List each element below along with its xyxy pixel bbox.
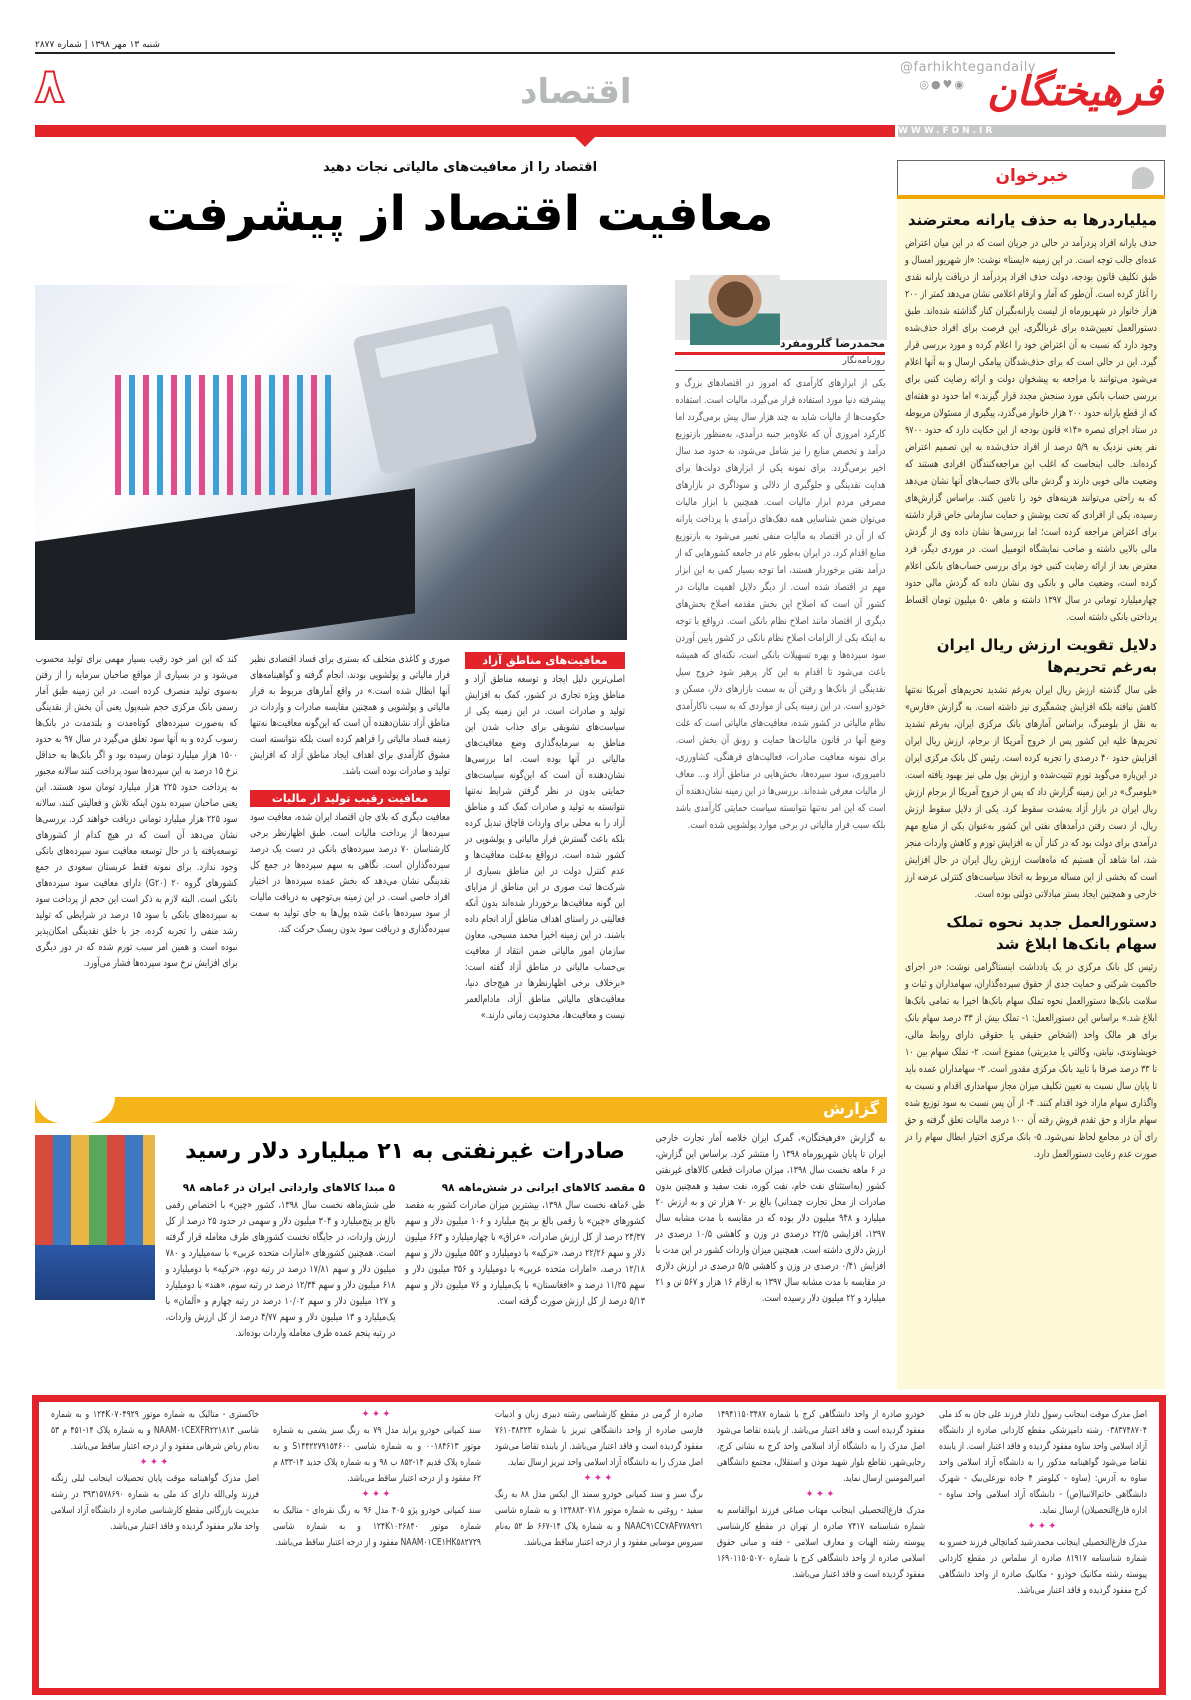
ad-notice: برگ سبز و سند کمپانی خودرو سمند ال ایکس مدل ۸۸ به رنگ سفید - روغنی به شماره موتور ۱۲۴۸۸۳۰۷۱۸ و به شماره شاسی NAAC۹۱CC۷AF۷۷۸۹۲۱ و به شماره پلاک ۱۴-۶۶۷ ط ۵۲ به‌نام سیروس موسایی مفقود و از درجه اعتبار ساقط می‌باشد. (495, 1489, 704, 1548)
author-column-text: یکی از ابزارهای کارآمدی که امروز در اقتصادهای بزرگ و پیشرفته دنیا مورد استفاده قرار می‌گیرد، مالیات است. استفاده حکومت‌ها از مالیات شاید به چند هزار سال پیش برمی‌گردد اما کارکرد امروزی آن که علاوه‌بر جنبه درآمدی، به‌منظور بازتوزیع درآمد و تخصص منابع را نیز شامل می‌شود، به حدود صد سال اخیر برمی‌گردد. برای نمونه یکی از ابزارهای دولت‌ها برای هدایت نقدینگی و جلوگیری از دلالی و سوداگری در بازارهای مصرفی مردم ابزار مالیات است. همچنین با ابزار مالیات می‌توان ضمن شناسایی همه دهک‌های درآمدی با پرداخت یارانه که از آن در اقتصاد به مالیات منفی تعبیر می‌شود به بازتوزیع منابع اقدام کرد. در ایران به‌طور عام در جامعه کشورهایی که از درآمد نفتی برخوردار هستند، اما توجه بسیار کمی به این ابزار مهم در اقتصاد شده است. از دیگر دلایل اهمیت مالیات در کشور آن است که اصلاح این بخش مقدمه اصلاح بخش‌های دیگری از اقتصاد مانند اصلاح نظام بانکی است. درواقع با توجه به اینکه یکی از الزامات اصلاح نظام بانکی در کشور پایین آوردن سود سپرده‌ها و بهره تسهیلات بانکی است، نکته‌ای که همیشه باعث می‌شود تا اقدام به این کار پرهیز شود خروج سیل نقدینگی از بانک‌ها و رفتن آن به سمت بازارهای دلار، مسکن و خودرو است. در این زمینه یکی از مواردی که به سبب ناکارآمدی نظام مالیاتی در کشور شده، معافیت‌های مالیاتی است که علت وضع آنها در قانون مالیات‌ها حمایت و رونق آن بخش است. برای نمونه معافیت صادرات، فعالیت‌های فرهنگی، کشاورزی، دامپروری، سود سپرده‌ها، بخش‌هایی در مناطق آزاد و... معاف از مالیات معرفی شده‌اند. بررسی‌ها در این زمینه نشان‌دهنده آن است که این امر نه‌تنها نتوانسته سیاست حمایتی کارآمدی باشد بلکه سبب فرار مالیاتی در برخی موارد پولشویی شده است. (675, 378, 885, 831)
photo-calculator (352, 305, 538, 475)
sidebar-title: خبرخوان (995, 166, 1069, 186)
section-title: اقتصاد (520, 72, 632, 112)
top-rule (35, 52, 1115, 54)
ad-column (939, 1407, 1147, 1683)
ad-notice: سند کمپانی خودرو پراید مدل ۷۹ به رنگ سبز یشمی به شماره موتور ۰۰۱۸۴۶۱۳ و به شماره شاسی S۱۴۴۲۲۷۹۱۵۴۶۰۰ و به شماره پلاک قدیم ۱۴-۸۵۲ ب ۹۸ و به شماره پلاک جدید ۱۴-۸۳۳ م ۶۲ مفقود و از درجه اعتبار ساقط می‌باشد. (273, 1425, 481, 1484)
report-label: گزارش (822, 1099, 879, 1118)
ad-column (717, 1407, 925, 1683)
report-lead (655, 1131, 885, 1307)
newspaper-logo: فرهیختگان (987, 68, 1163, 115)
author-column (675, 375, 885, 834)
article-column-2 (250, 652, 450, 938)
photo-chart-papers (115, 375, 335, 495)
ad-notice: مدرک فارغ‌التحصیلی اینجانب محمدرشید کمانچالی فرزند خسرو به شماره شناسنامه ۸۱۹۱۷ صادره از سلماس در مقطع کاردانی پیوسته رشته مکانیک خودرو - مکانیک صادره از واحد دانشگاهی کرج مفقود گردیده و فاقد اعتبار می‌باشد. (939, 1537, 1147, 1596)
article-kicker: اقتصاد را از معافیت‌های مالیاتی نجات دهید (322, 160, 598, 175)
social-icons: ◎●♥◉ (919, 78, 966, 91)
article-column-3 (35, 652, 237, 972)
article-text: معافیت دیگری که بلای جان اقتصاد ایران شده، معافیت سود سپرده‌ها از پرداخت مالیات است. طبق اظهارنظر برخی کارشناسان ۷۰ درصد سپرده‌های بانکی در دست یک درصد سپرده‌گذاران است. نگاهی به سهم سپرده‌ها در جمع کل نقدینگی نشان می‌دهد که بخش عمده سپرده‌ها در اختیار افراد خاصی است. در این زمینه بی‌توجهی به دریافت مالیات از سود سپرده‌ها باعث شده پول‌ها به جای تولید به سمت سپرده‌گذاری و دریافت سود بدون ریسک حرکت کند. (250, 812, 451, 935)
article-column-1 (465, 652, 625, 1024)
author-rule (675, 370, 885, 371)
ad-notice: اصل مدرک موقت اینجانب رسول دلدار فرزند علی جان به کد ملی ۰۳۸۳۷۴۸۷۰۴ رشته دامپزشکی مقطع کاردانی صادره از دانشگاه آزاد اسلامی واحد ساوه مفقود گردیده و فاقد اعتبار است. از یابنده تقاضا می‌شود گواهینامه مذکور را به دانشگاه آزاد اسلامی واحد ساوه به آدرس: (ساوه - کیلومتر ۴ جاده نورعلی‌بیک - شهرک دانشگاهی خاتم‌الانبیا(ص) - دانشگاه آزاد اسلامی واحد ساوه - اداره فارغ‌التحصیلان) ارسال نماید. (939, 1409, 1147, 1516)
article-text: کند که این امر خود رقیب بسیار مهمی برای تولید محسوب می‌شود و در بسیاری از مواقع صاحبان سرمایه را از رفتن به‌سوی تولید منصرف کرده است. در این زمینه طبق آمار رسمی بانک مرکزی حجم شبه‌پول یعنی آن بخش از نقدینگی که به‌صورت سپرده‌های کوتاه‌مدت و بلندمدت در بانک‌ها رسوب کرده و به آنها سود تعلق می‌گیرد در سال ۹۷ به حدود ۱۵۰۰ هزار میلیارد تومان رسیده بود و اگر بانک‌ها به حداقل نرخ ۱۵ درصد به این سپرده‌ها سود پرداخت کنند سالانه مجبور به پرداخت حدود ۲۲۵ هزار میلیارد تومان سود هستند. این یعنی صاحبان سپرده بدون اینکه تلاش و فعالیتی کنند، سالانه سود ۲۲۵ هزار میلیارد تومانی دریافت خواهند کرد. بررسی‌ها نشان می‌دهد آن است که در هیچ کدام از کشورهای توسعه‌یافته یا در حال توسعه معافیت سود سپرده‌های بانکی وجود ندارد. برای نمونه فقط عربستان سعودی در جمع کشورهای گروه ۲۰ (G۲۰) دارای معافیت سود سپرده‌های بانکی است. البته لازم به ذکر است این حجم از پرداخت سود به سپرده‌های بانکی با سود ۱۵ درصد در شرایطی که تولید رشد منفی را تجربه کرده، جز با خلق نقدینگی امکان‌پذیر نبوده است و همین امر سبب تورم شده که در دور دیگری برای افزایش نرخ سود سپرده‌ها فشار می‌آورد. (35, 654, 238, 969)
ad-notice: اصل مدرک گواهینامه موقت پایان تحصیلات اینجانب لیلی زنگنه فرزند ولی‌الله دارای کد ملی به شماره ۳۹۳۱۵۷۸۶۹۰ در رشته مدیریت بازرگانی مقطع کارشناسی صادره از دانشگاه آزاد اسلامی واحد ملایر مفقود گردیده و فاقد اعتبار می‌باشد. (51, 1473, 260, 1532)
ad-notice: سند کمپانی خودرو پژو ۴۰۵ مدل ۹۶ به رنگ نقره‌ای - متالیک به شماره موتور ۱۲۴K۱۰۲۶۸۴۰ و به شماره شاسی NAAM۰۱CE۱HK۵۸۲۷۲۹ مفقود و از درجه اعتبار ساقط می‌باشد. (273, 1505, 481, 1548)
ad-notice: مدرک فارغ‌التحصیلی اینجانب مهتاب صباغی فرزند ابوالقاسم به شماره شناسنامه ۷۴۱۷ صادره از تهران در مقطع کارشناسی پیوسته رشته الهیات و معارف اسلامی - فقه و مبانی حقوق اسلامی صادره از واحد دانشگاهی کرج با شماره ۱۶۹۰۱۱۵۰۵۰۷۰ مفقود گردیده است و فاقد اعتبار می‌باشد. (717, 1505, 926, 1580)
report-photo-containers (35, 1135, 155, 1300)
website-bar: WWW.FDN.IR (898, 125, 1166, 137)
brief-body: حذف یارانه افراد پردرآمد در حالی در جریان است که در این میان اعتراض عده‌ای جالب توجه است. در این زمینه «ایسنا» نوشت: «از شهریور امسال و طبق تکلیف قانون بودجه، دولت حذف افراد پردرآمد از دریافت یارانه نقدی را آغاز کرده است. آن‌طور که آمار و ارقام اعلامی نشان می‌دهد کمتر از ۲۰۰ هزار خانوار در شهریورماه از لیست یارانه‌بگیران کنار گذاشته شده‌اند. طبق دستورالعمل تعیین‌شده برای غربالگری، این فرصت برای افراد حذف‌شده وجود دارد که نسبت به آن اعتراض خود را اعلام کرده و مورد بررسی قرار گیرد. این در حالی است که برای حذف‌شدگان پیامکی ارسال و به آنها اعلام می‌شود می‌توانند با مراجعه به پیشخوان دولت و ارائه رضایت کتبی برای بررسی حساب بانکی مورد سنجش مجدد قرار گیرند.» اما حدود دو هفته‌ای که از قطع یارانه حدود ۲۰۰ هزار خانوار می‌گذرد، پیگیری از مسئولان مربوطه در ستاد اجرای تبصره «۱۴» قانون بودجه از این حکایت دارد که حدود ۹۷۰۰ نفر یعنی نزدیک به ۵/۹ درصد از افراد حذف‌شده به این تصمیم اعتراض کرده‌اند. جالب اینجاست که اغلب این مراجعه‌کنندگان افرادی هستند که وضعیت مالی خوبی دارند و گردش مالی بالای حساب‌های آنها نشان می‌دهد که به‌ راحتی می‌توانند هزینه‌های خود را تامین کنند. براساس گزارش‌های رسیده، یکی از افرادی که تحت پوشش و حمایت سازمانی خاص قرار داشته برای اعتراض مراجعه کرده است؛ اما بررسی‌ها نشان داده وی از گردش مالی بالایی داشته و صاحب نمایشگاه اتومبیل است. در موردی دیگر، فرد معترض بعد از ارائه رضایت کتبی خود برای بررسی حساب‌های بانکی اعلام کرده است، وضعیت مالی و بانکی وی نشان داده که گردش مالی حدود چهارمیلیارد تومانی در سال ۱۳۹۷ داشته و ماهی ۵۰ میلیون تومان اقساط پرداختی بانکی داشته است. (905, 238, 1158, 623)
ad-separator: ✦✦✦ (139, 1457, 171, 1468)
header-red-bar (35, 125, 895, 137)
ad-notice: خاکستری - متالیک به شماره موتور ۱۲۴K۰۷۰۴۹۲۹ و به شماره شاسی NAAM۰۱CEXFR۲۲۱۸۱۳ و به شماره پلاک ۱۴-۴۵۱ م ۵۳ به‌نام ریاض شرهانی مفقود و از درجه اعتبار ساقط می‌باشد. (51, 1409, 260, 1452)
subhead-free-zones: معافیت‌های مناطق آزاد (465, 652, 625, 669)
brief-body: رئیس کل بانک مرکزی در یک یادداشت اینستاگرامی نوشت: «در اجرای حاکمیت شرکتی و حمایت جدی از حقوق سپرده‌گذاران، سهامداران و ثبات و سلامت بانک‌ها دستورالعمل نحوه تملک سهام بانک‌ها اخیرا به تمامی بانک‌ها ابلاغ شد.» براساس این دستورالعمل: ۱- تملک بیش از ۳۳ درصد سهام بانک برای هر مالک واحد (اشخاص حقیقی یا حقوقی دارای روابط مالی، خویشاوندی، نیابتی، وکالتی یا مدیریتی) ممنوع است. ۲- تملک سهام بین ۱۰ تا ۳۳ درصد صرفا با تایید بانک مرکزی مقدور است. ۳- سهامداران عمده باید تا پایان سال نسبت به تعیین تکلیف میزان مجاز سهامداری اقدام و نسبت به واگذاری سهام مازاد خود اقدام کنند. ۴- از آن پس نسبت به سود توزیع شده سهام مازاد و حق تقدم فروش رفته آن ۱۰۰ درصد مالیات تعلق گرفته و حق رای آن در مجامع لحاظ نمی‌شود. ۵- بانک مرکزی اختیار ابطال سهام را در صورت عدم رعایت دستورالعمل دارد. (905, 962, 1157, 1160)
ad-column (273, 1407, 481, 1683)
ad-separator: ✦✦✦ (361, 1409, 393, 1420)
ad-separator: ✦✦✦ (1027, 1521, 1059, 1532)
ad-notice: صادره از گرمی در مقطع کارشناسی رشته دبیری زبان و ادبیات فارسی صادره از واحد دانشگاهی تبریز با شماره ۷۶۱۰۳۸۳۲۳ مفقود گردیده است و فاقد اعتبار می‌باشد. از یابنده تقاضا می‌شود اصل مدرک را به دانشگاه آزاد اسلامی واحد تبریز ارسال نماید. (495, 1409, 703, 1468)
report-headline: صادرات غیرنفتی به ۲۱ میلیارد دلار رسید (185, 1139, 625, 1164)
report-section-imports (165, 1180, 395, 1342)
photo-keyboard (35, 488, 415, 640)
social-handle: @farhikhtegandaily (900, 60, 1036, 75)
author-name: محمدرضا گلرومفرد (779, 337, 885, 350)
author-red-line (675, 352, 885, 355)
report-subhead: ۵ مبدا کالاهای وارداتی ایران در ۶ماهه ۹۸ (182, 1182, 395, 1194)
report-text: طی ۶ماهه نخست سال ۱۳۹۸، بیشترین میزان صادرات کشور به مقصد کشورهای «چین» با رقمی بالغ بر پنج میلیارد و ۱۰۶ میلیون دلار و سهم ۲۴/۳۷ درصد از کل ارزش صادرات، «عراق» با چهارمیلیارد و ۶۶۳ میلیون دلار و سهم ۲۲/۲۶ درصد، «ترکیه» با دومیلیارد و ۵۵۲ میلیون دلار و سهم ۱۲/۱۸ درصد، «امارات متحده عربی» با دومیلیارد و ۳۵۶ میلیون دلار و سهم ۱۱/۲۵ درصد و «افغانستان» با یک‌میلیارد و ۷۶ میلیون دلار و سهم ۵/۱۳ درصد از کل ارزش صورت گرفته است. (405, 1200, 646, 1307)
author-role: روزنامه‌نگار (842, 356, 885, 366)
report-text: طی شش‌ماهه نخست سال ۱۳۹۸، کشور «چین» با اختصاص رقمی بالغ بر پنج‌میلیارد و ۳۰۴ میلیون دلار و سهمی در حدود ۲۵ درصد از کل ارزش واردات، در جایگاه نخست کشورهای طرف معامله قرار گرفته است. همچنین کشورهای «امارات متحده عربی» با سه‌میلیارد و ۷۸۰ میلیون دلار و سهم ۱۷/۸۱ درصد در رتبه دوم، «ترکیه» با دومیلیارد و ۶۱۸ میلیون دلار و سهم ۱۲/۳۴ درصد در رتبه سوم، «هند» با دومیلیارد و ۱۲۷ میلیون دلار و سهم ۱۰/۰۲ درصد در رتبه چهارم و «آلمان» با یک‌میلیارد و ۱۳ میلیون دلار و سهم ۴/۷۷ درصد از کل ارزش واردات، در رتبه پنجم عمده طرف معامله واردات بوده‌اند. (165, 1200, 395, 1339)
sidebar-header (897, 160, 1165, 195)
ad-separator: ✦✦✦ (805, 1489, 837, 1500)
article-photo-calculator (35, 285, 627, 640)
brief-headline: دلایل تقویت ارزش ریال ایران به‌رغم تحریم‌ها (936, 636, 1157, 676)
brief-headline: میلیاردرها به حذف یارانه معترضند (907, 211, 1157, 229)
ad-separator: ✦✦✦ (583, 1473, 615, 1484)
ad-separator: ✦✦✦ (361, 1489, 393, 1500)
issue-date: شنبه ۱۳ مهر ۱۳۹۸ | شماره ۲۸۷۷ (35, 40, 160, 50)
header-bar-notch (575, 137, 595, 147)
news-brief-sidebar (897, 199, 1165, 1389)
brief-body: طی سال گذشته ارزش ریال ایران به‌رغم تشدید تحریم‌های آمریکا نه‌تنها کاهش نیافته بلکه افزایش چشمگیری نیز داشته است. به گزارش «فارس» به نقل از بلومبرگ، براساس آمارهای بانک مرکزی ایران، به‌رغم تشدید تحریم‌ها علیه این کشور پس از خروج آمریکا از برجام، ارزش ریال ایران افزایش حدود ۴۰ درصدی را تجربه کرده است. رئیس کل بانک مرکزی ایران در این‌باره می‌گوید تورم تثبیت‌شده و ارزش پول ملی نیز بهبود یافته است. «بلومبرگ» در این زمینه گزارش داد که پس از خروج آمریکا از برجام ارزش ریال ایران در بازار آزاد به‌شدت سقوط کرد. یکی از دلایل سقوط ارزش ریال، از دست رفتن درآمدهای نفتی این کشور به‌عنوان یکی از منابع مهم درآمدی برای دولت بود که در کنار آن به افزایش تورم و کاهش واردات منجر شد، اما شاهد آن هستیم که ماه‌هاست ارزش ریال ایران در حال افزایش است که بخشی از این مساله مربوط به اتخاذ سیاست‌های کنترلی عرضه ارز خارجی و همچنین ایجاد بستر مبادلاتی دولتی بوده است. (905, 685, 1157, 900)
report-subhead: ۵ مقصد کالاهای ایرانی در شش‌ماهه ۹۸ (441, 1182, 645, 1194)
report-band (35, 1097, 887, 1123)
subhead-deposit-exemption: معافیت رقیب تولید از مالیات (250, 790, 450, 807)
author-photo (690, 275, 780, 345)
ad-column (495, 1407, 703, 1683)
brief-headline: دستورالعمل جدید نحوه تملک سهام بانک‌ها ابلاغ شد (946, 913, 1157, 953)
article-text: اصلی‌ترین دلیل ایجاد و توسعه مناطق آزاد و مناطق ویژه تجاری در کشور، کمک به افزایش تولید و صادرات است. در این زمینه یکی از سیاست‌های تشویقی برای جذاب شدن این مناطق به سرمایه‌گذاری وضع معافیت‌های مالیاتی در آنها بوده است. اما بررسی‌ها نشان‌دهنده آن است که این‌گونه سیاست‌های حمایتی بدون در نظر گرفتن شرایط نه‌تنها نتوانسته به تولید و صادرات کمک کند و مناطق آزاد را به محلی برای واردات قاچاق تبدیل کرده بلکه باعث گسترش فرار مالیاتی و پولشویی در کشور شده است. درواقع به‌علت معافیت‌ها و عدم کنترل دولت در این مناطق بسیاری از شرکت‌ها ثبت صوری در این مناطق از مزایای این گونه معافیت‌ها برخوردار شده‌اند بدون آنکه فعالیتی در راستای اهداف مناطق آزاد انجام داده باشند. در این زمینه اخیرا محمد مسیحی، معاون سازمان امور مالیاتی ضمن انتقاد از معافیت بی‌حساب مالیاتی در مناطق آزاد گفته است: «برخلاف برخی اظهارنظرها در هیچ‌جای دنیا، معافیت‌های مالیاتی مناطق آزاد، مادام‌العمر نیست و معافیت‌ها، محدودیت زمانی دارند.» (465, 674, 625, 1021)
report-section-exports (405, 1180, 645, 1310)
classified-ads-box (32, 1395, 1166, 1695)
ad-column (51, 1407, 259, 1683)
article-headline: معافیت اقتصاد از پیشرفت (146, 186, 774, 242)
ad-notice: خودرو صادره از واحد دانشگاهی کرج با شماره ۱۴۹۴۱۱۵۰۳۴۸۷ مفقود گردیده است و فاقد اعتبار می‌باشد. از یابنده تقاضا می‌شود اصل مدرک را به دانشگاه آزاد اسلامی واحد کرج به نشانی کرج، رجایی‌شهر، تقاطع بلوار شهید موذن و استقلال، مجتمع دانشگاهی امیرالمومنین ارسال نماید. (717, 1409, 925, 1484)
report-lead-text: به گزارش «فرهیختگان»، گمرک ایران خلاصه آمار تجارت خارجی ایران تا پایان شهریورماه ۱۳۹۸ را منتشر کرد. براساس این گزارش، در ۶ ماهه نخست سال ۱۳۹۸، میزان صادرات قطعی کالاهای غیرنفتی کشور (به‌استثنای نفت خام، نفت کوره، نفت سفید و همچنین بدون صادرات از محل تجارت چمدانی) بالغ بر ۷۰ هزار تن و به ارزش ۲۰ میلیارد و ۹۴۸ میلیون دلار بوده که در مقایسه با مدت مشابه سال ۱۳۹۷، افزایشی ۲۲/۵ درصدی در وزن و کاهشی ۱۰/۵ درصدی در ارزش دلاری داشته است. همچنین میزان واردات کشور در این مدت با افزایش ۰/۴۱ درصدی در وزن و کاهشی ۵/۵ درصدی در ارزش دلاری در مقایسه با مدت مشابه سال ۱۳۹۷ به ارقام ۱۶ هزار و ۵۶۷ تن و ۲۱ میلیارد و ۲۲ میلیون دلار رسیده است. (655, 1133, 886, 1304)
article-text: صوری و کاغذی متخلف که بستری برای فساد اقتصادی نظیر فرار مالیاتی و پولشویی بودند، انجام گرفته و گواهینامه‌های آنها ابطال شده است.» در واقع آمارهای مربوط به فرار مالیاتی و پولشویی و همچنین مقایسه صادرات و واردات در مناطق آزاد نشان‌دهنده آن است که این‌گونه معافیت‌ها نه‌تنها زمینه فساد مالیاتی را فراهم کرده است بلکه نتوانسته است مشوق کارآمدی برای اهداف ایجاد مناطق آزاد که افزایش تولید و صادرات بوده است باشد. (250, 654, 450, 777)
page-number: ۸ (35, 58, 65, 114)
